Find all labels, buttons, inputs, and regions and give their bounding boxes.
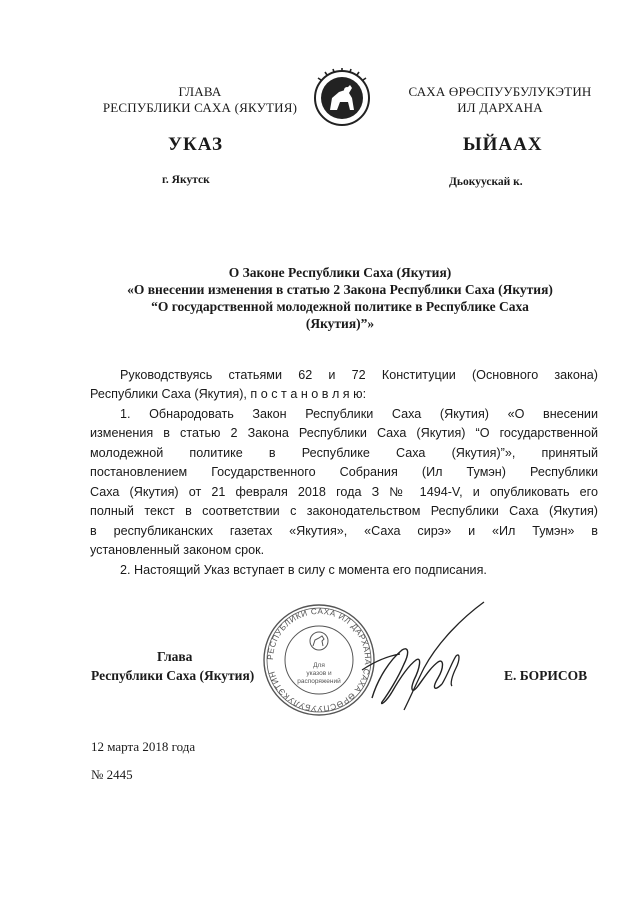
body-p0-line2: Республики Саха (Якутия), п о с т а н о в л я ю:	[90, 387, 367, 401]
doc-type-ru: УКАЗ	[168, 134, 223, 155]
header-left-line1: ГЛАВА	[178, 84, 222, 99]
title-line4: (Якутия)”»	[305, 316, 375, 331]
header-left-line2: РЕСПУБЛИКИ САХА (ЯКУТИЯ)	[102, 100, 298, 115]
header-right-line1: САХА ӨРӨСПУУБУЛУКЭТИН	[408, 84, 592, 99]
handwritten-signature	[352, 598, 492, 716]
body-p1-line1: 1. Обнародовать Закон Республики Саха (Якутия) «О внесении	[120, 407, 598, 421]
body-p0-line1: Руководствуясь статьями 62 и 72 Конституции (Основного закона)	[120, 368, 598, 382]
seal-outer-text: РЕСПУБЛИКИ САХА ИЛ ДАРХАНА САХА ӨРӨСПУУБУЛУКЭТИН	[265, 606, 373, 714]
seal-emblem-icon	[310, 632, 328, 650]
signature-position-line1: Глава	[157, 649, 193, 664]
decree-date: 12 марта 2018 года	[91, 739, 196, 754]
title-line3: “О государственной молодежной политике в Республике Саха	[151, 299, 529, 314]
body-p2-line1: 2. Настоящий Указ вступает в силу с момента его подписания.	[120, 563, 487, 577]
title-line2: «О внесении изменения в статью 2 Закона Республики Саха (Якутия)	[127, 282, 553, 297]
body-p1-line5: Саха (Якутия) от 21 февраля 2018 года З № 1494-V, и опубликовать его	[90, 485, 598, 499]
body-p1-line7: в республиканских газетах «Якутия», «Саха сирэ» и «Ил Тумэн» в	[90, 524, 598, 538]
signature-position-line2: Республики Саха (Якутия)	[91, 668, 255, 683]
seal-inner-line2: указов и	[306, 670, 332, 677]
body-p1-line3: молодежной политике в Республике Саха (Якутия)”», принятый	[90, 446, 598, 460]
body-p1-line2: изменения в статью 2 Закона Республики Саха (Якутия) “О государственной	[90, 426, 598, 440]
seal-inner-line1: Для	[313, 662, 325, 669]
seal-inner-line3: распоряжений	[297, 678, 341, 685]
decree-number: № 2445	[91, 767, 133, 782]
signature-name: Е. БОРИСОВ	[504, 668, 588, 683]
body-p1-line4: постановлением Государственного Собрания (Ил Тумэн) Республики	[90, 465, 598, 479]
body-p1-line6: полный текст в соответствии с законодательством Республики Саха (Якутия)	[90, 504, 598, 518]
header-right-line2: ИЛ ДАРХАНА	[457, 100, 543, 115]
body-p1-line8: установленный законом срок.	[90, 543, 265, 557]
title-line1: О Законе Республики Саха (Якутия)	[228, 265, 452, 280]
city-ru: г. Якутск	[162, 174, 210, 186]
city-sakha: Дьокуускай к.	[449, 176, 523, 188]
doc-type-sakha: ЫЙААХ	[463, 134, 543, 155]
